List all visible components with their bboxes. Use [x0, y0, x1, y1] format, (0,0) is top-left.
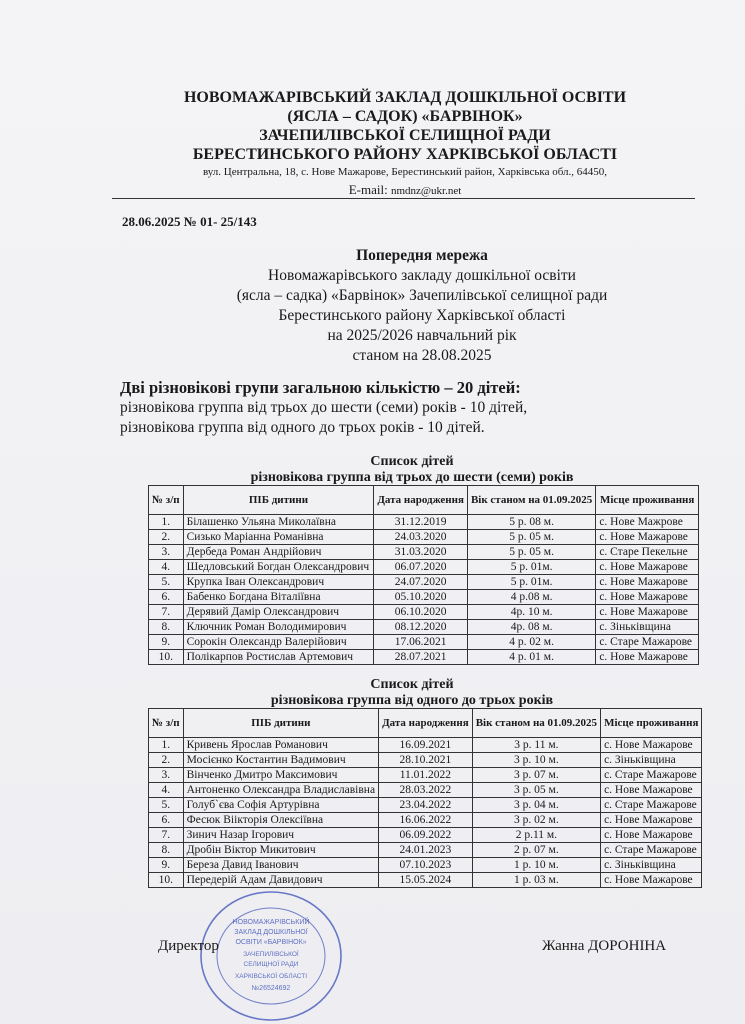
children-table-older [148, 485, 699, 665]
signature-name: Жанна ДОРОНІНА [542, 938, 667, 954]
children-table-younger [148, 708, 702, 888]
section1-subtitle: різновікова группа від трьох до шести (семи) років [250, 470, 574, 485]
child-name: Крупка Іван Олександрович [183, 575, 374, 590]
child-name: Мосієнко Костантин Вадимович [183, 753, 378, 768]
title-line3: (ясла – садка) «Барвінок» Зачепилівської селищної ради [236, 287, 608, 304]
child-name: Бабенко Богдана Віталіївна [183, 590, 374, 605]
child-name: Передерій Адам Давидович [183, 873, 378, 888]
table-row [149, 768, 702, 783]
col-name: ПІБ дитини [183, 486, 374, 515]
table-row [149, 858, 702, 873]
birth-date: 08.12.2020 [374, 620, 468, 635]
section2-title: Список дітей [370, 677, 454, 692]
org-name-line3: ЗАЧЕПИЛІВСЬКОЇ СЕЛИЩНОЇ РАДИ [259, 127, 551, 144]
child-name: Вінченко Дмитро Максимович [183, 768, 378, 783]
child-name: Шедловський Богдан Олександрович [183, 560, 374, 575]
org-name-line4: БЕРЕСТИНСЬКОГО РАЙОНУ ХАРКІВСЬКОЇ ОБЛАСТІ [192, 146, 618, 163]
stamp-text-4: ЗАЧЕПИЛІВСЬКОЇ [243, 951, 299, 958]
table-row [149, 873, 702, 888]
residence: с. Нове Мажарове [596, 530, 699, 545]
age: 4 р. 02 м. [467, 635, 595, 650]
row-number: 10. [149, 873, 184, 888]
row-number: 4. [149, 783, 184, 798]
age: 5 р. 08 м. [467, 515, 595, 530]
age: 2 р.11 м. [472, 828, 600, 843]
email-label: E-mail: [348, 182, 391, 197]
birth-date: 23.04.2022 [379, 798, 473, 813]
col-name: ПІБ дитини [183, 709, 378, 738]
age: 5 р. 01м. [467, 575, 595, 590]
birth-date: 16.09.2021 [379, 738, 473, 753]
birth-date: 28.03.2022 [379, 783, 473, 798]
table-row [149, 650, 699, 665]
stamp-text-5: СЕЛИЩНОЇ РАДИ [243, 961, 299, 968]
stamp-code: №26524692 [251, 985, 291, 992]
group-younger: різновікова группа від одного до трьох років - 10 дітей. [120, 419, 485, 436]
birth-date: 17.06.2021 [374, 635, 468, 650]
birth-date: 11.01.2022 [379, 768, 473, 783]
child-name: Сизько Маріанна Романівна [183, 530, 374, 545]
age: 2 р. 07 м. [472, 843, 600, 858]
row-number: 1. [149, 515, 184, 530]
table-row [149, 590, 699, 605]
birth-date: 16.06.2022 [379, 813, 473, 828]
age: 1 р. 03 м. [472, 873, 600, 888]
section2-subtitle: різновікова группа від одного до трьох років [270, 693, 554, 708]
residence: с. Нове Мажрове [596, 515, 699, 530]
table-row [149, 575, 699, 590]
table-row [149, 738, 702, 753]
row-number: 3. [149, 768, 184, 783]
table-header-row [149, 486, 699, 515]
header-divider [112, 198, 695, 199]
residence: с. Старе Пекельне [596, 545, 699, 560]
table-row [149, 828, 702, 843]
row-number: 8. [149, 620, 184, 635]
table-row [149, 783, 702, 798]
age: 4 р. 01 м. [467, 650, 595, 665]
table-row [149, 843, 702, 858]
document-title [122, 246, 722, 366]
residence: с. Нове Мажарове [601, 873, 702, 888]
row-number: 3. [149, 545, 184, 560]
signature-role: Директор [158, 938, 219, 954]
email-value: nmdnz@ukr.net [390, 185, 462, 197]
age: 1 р. 10 м. [472, 858, 600, 873]
residence: с. Нове Мажарове [596, 590, 699, 605]
table-row [149, 530, 699, 545]
residence: с. Зіньківщина [601, 858, 702, 873]
birth-date: 24.01.2023 [379, 843, 473, 858]
child-name: Полікарпов Ростислав Артемович [183, 650, 374, 665]
table-header-row [149, 709, 702, 738]
age: 3 р. 10 м. [472, 753, 600, 768]
birth-date: 31.03.2020 [374, 545, 468, 560]
birth-date: 24.03.2020 [374, 530, 468, 545]
child-name: Зинич Назар Ігорович [183, 828, 378, 843]
col-age: Вік станом на 01.09.2025 [472, 709, 600, 738]
row-number: 7. [149, 605, 184, 620]
document-number: 28.06.2025 № 01- 25/143 [122, 214, 257, 229]
section1-title: Список дітей [370, 454, 454, 469]
child-name: Голуб`єва Софія Артурівна [183, 798, 378, 813]
org-name-line1: НОВОМАЖАРІВСЬКИЙ ЗАКЛАД ДОШКІЛЬНОЇ ОСВІТИ [183, 89, 627, 106]
residence: с. Нове Мажарове [601, 738, 702, 753]
stamp-text-6: ХАРКІВСЬКОЇ ОБЛАСТІ [234, 973, 308, 980]
child-name: Ключник Роман Володимирович [183, 620, 374, 635]
org-email [60, 182, 745, 198]
birth-date: 24.07.2020 [374, 575, 468, 590]
age: 3 р. 05 м. [472, 783, 600, 798]
table-row [149, 605, 699, 620]
row-number: 9. [149, 635, 184, 650]
col-dob: Дата народження [379, 709, 473, 738]
child-name: Білашенко Ульяна Миколаївна [183, 515, 374, 530]
age: 4 р.08 м. [467, 590, 595, 605]
row-number: 1. [149, 738, 184, 753]
age: 4р. 10 м. [467, 605, 595, 620]
birth-date: 06.10.2020 [374, 605, 468, 620]
row-number: 2. [149, 753, 184, 768]
col-place: Місце проживання [601, 709, 702, 738]
table-row [149, 560, 699, 575]
child-name: Фесюк Віікторія Олексіївна [183, 813, 378, 828]
row-number: 4. [149, 560, 184, 575]
child-name: Антоненко Олександра Владиславівна [183, 783, 378, 798]
child-name: Береза Давид Іванович [183, 858, 378, 873]
age: 4р. 08 м. [467, 620, 595, 635]
birth-date: 06.09.2022 [379, 828, 473, 843]
birth-date: 07.10.2023 [379, 858, 473, 873]
residence: с. Старе Мажарове [601, 798, 702, 813]
residence: с. Нове Мажарове [601, 783, 702, 798]
stamp-text-1: НОВОМАЖАРІВСЬКИЙ [232, 919, 310, 926]
residence: с. Нове Мажарове [596, 560, 699, 575]
org-address: вул. Центральна, 18, с. Нове Мажарове, Берестинський район, Харківська обл., 64450, [202, 166, 608, 178]
residence: с. Старе Мажарове [601, 768, 702, 783]
child-name: Дробін Віктор Микитович [183, 843, 378, 858]
table-row [149, 635, 699, 650]
age: 5 р. 01м. [467, 560, 595, 575]
residence: с. Старе Мажарове [601, 843, 702, 858]
group-older: різновікова группа від трьох до шести (семи) років - 10 дітей, [120, 399, 528, 416]
title-line4: Берестинського району Харківської області [278, 307, 566, 324]
title-line2: Новомажарівського закладу дошкільної освіти [268, 267, 576, 284]
residence: с. Нове Мажарове [596, 605, 699, 620]
row-number: 5. [149, 798, 184, 813]
row-number: 9. [149, 858, 184, 873]
birth-date: 28.10.2021 [379, 753, 473, 768]
residence: с. Нове Мажарове [596, 650, 699, 665]
stamp-text-2: ЗАКЛАД ДОШКІЛЬНОЇ [234, 929, 308, 936]
residence: с. Нове Мажарове [601, 828, 702, 843]
row-number: 8. [149, 843, 184, 858]
row-number: 6. [149, 813, 184, 828]
child-name: Дерявий Дамір Олександрович [183, 605, 374, 620]
row-number: 2. [149, 530, 184, 545]
title-line1: Попередня мережа [356, 247, 488, 264]
residence: с. Нове Мажарове [601, 813, 702, 828]
child-name: Дербеда Роман Андрійович [183, 545, 374, 560]
col-place: Місце проживання [596, 486, 699, 515]
title-line5: на 2025/2026 навчальний рік [327, 327, 517, 344]
residence: с. Зіньківщина [596, 620, 699, 635]
age: 3 р. 07 м. [472, 768, 600, 783]
table-row [149, 545, 699, 560]
row-number: 10. [149, 650, 184, 665]
groups-total: Дві різновікові групи загальною кількістю – 20 дітей: [120, 378, 521, 397]
col-dob: Дата народження [374, 486, 468, 515]
age: 5 р. 05 м. [467, 530, 595, 545]
org-name-line2: (ЯСЛА – САДОК) «БАРВІНОК» [287, 108, 523, 125]
col-number: № з/п [149, 709, 184, 738]
table-row [149, 813, 702, 828]
residence: с. Зіньківщина [601, 753, 702, 768]
col-age: Вік станом на 01.09.2025 [467, 486, 595, 515]
row-number: 6. [149, 590, 184, 605]
table-row [149, 798, 702, 813]
age: 3 р. 04 м. [472, 798, 600, 813]
title-line6: станом на 28.08.2025 [352, 347, 492, 364]
birth-date: 06.07.2020 [374, 560, 468, 575]
col-number: № з/п [149, 486, 184, 515]
groups-summary [120, 378, 527, 438]
residence: с. Нове Мажарове [596, 575, 699, 590]
age: 3 р. 11 м. [472, 738, 600, 753]
row-number: 5. [149, 575, 184, 590]
table-row [149, 620, 699, 635]
table-row [149, 515, 699, 530]
age: 3 р. 02 м. [472, 813, 600, 828]
residence: с. Старе Мажарове [596, 635, 699, 650]
official-stamp [196, 888, 346, 1024]
age: 5 р. 05 м. [467, 545, 595, 560]
child-name: Сорокін Олександр Валерійович [183, 635, 374, 650]
birth-date: 28.07.2021 [374, 650, 468, 665]
row-number: 7. [149, 828, 184, 843]
child-name: Кривень Ярослав Романович [183, 738, 378, 753]
stamp-text-3: ОСВІТИ «БАРВІНОК» [235, 939, 307, 946]
birth-date: 15.05.2024 [379, 873, 473, 888]
birth-date: 05.10.2020 [374, 590, 468, 605]
birth-date: 31.12.2019 [374, 515, 468, 530]
table-row [149, 753, 702, 768]
